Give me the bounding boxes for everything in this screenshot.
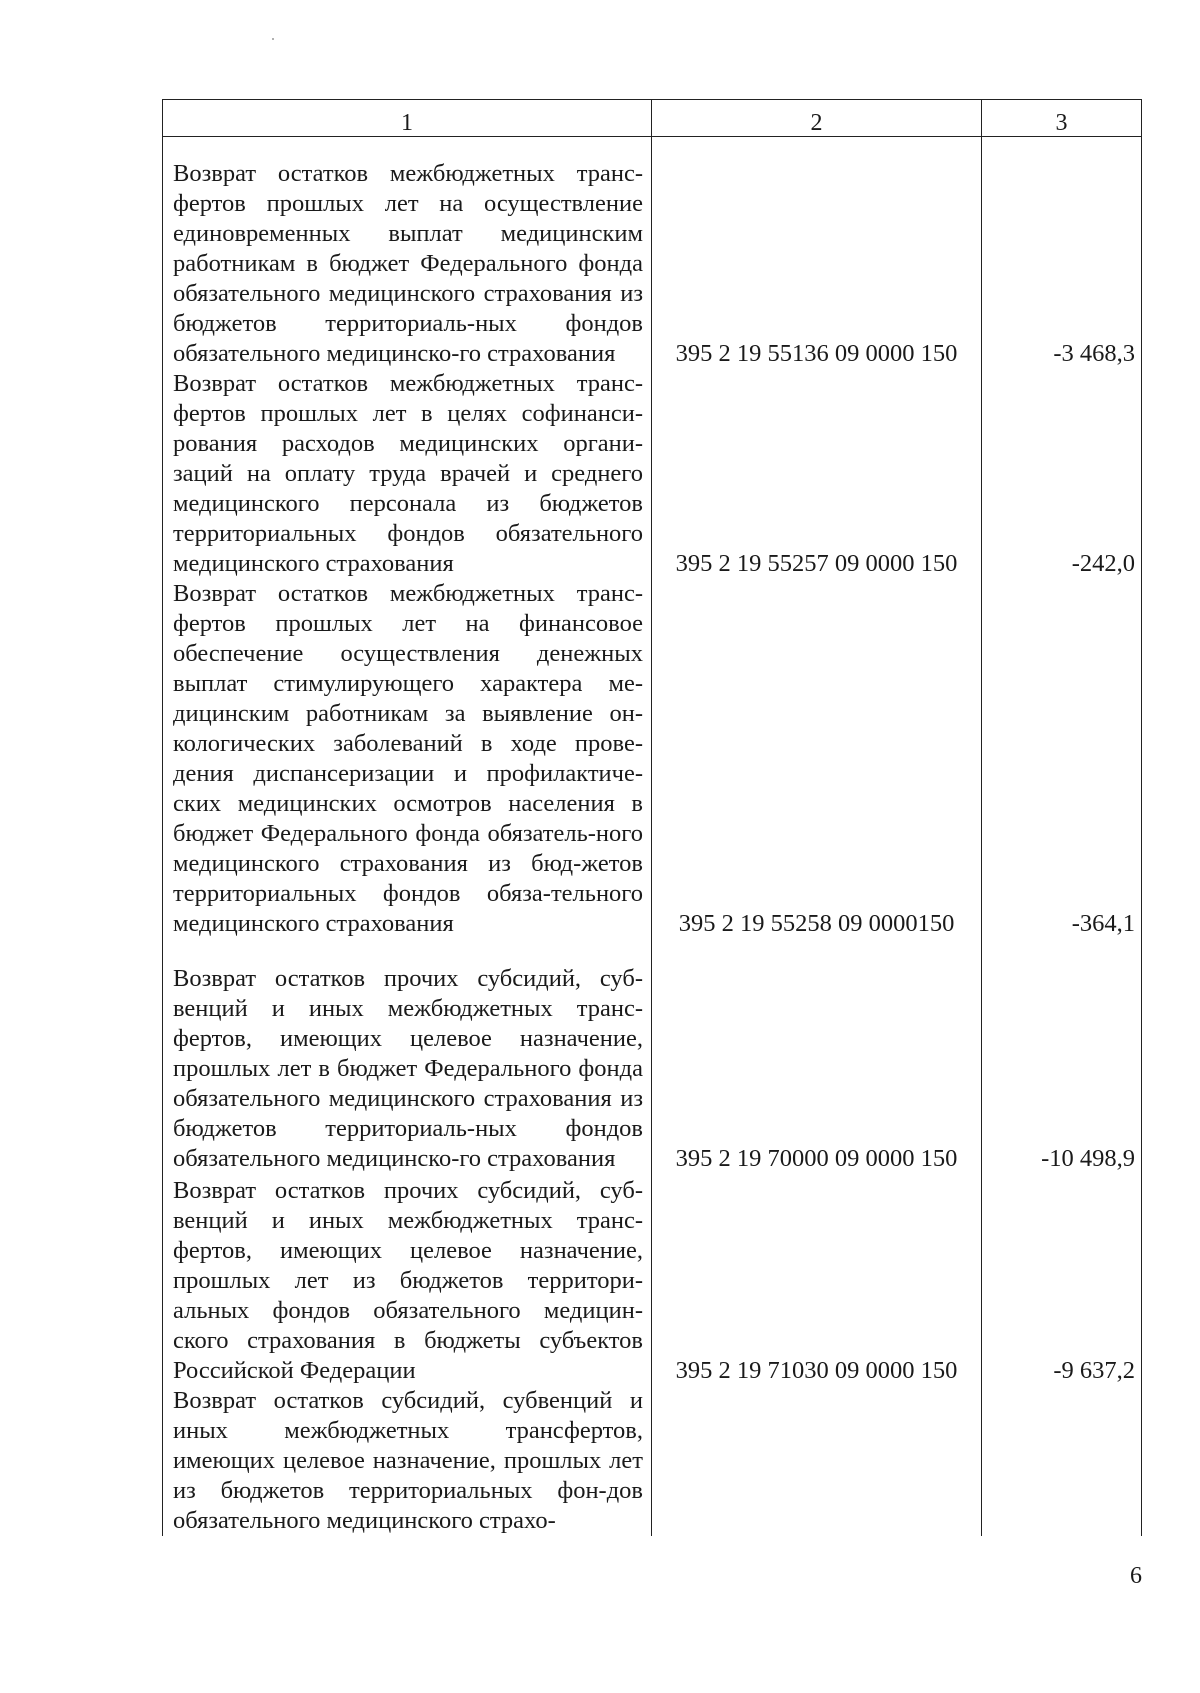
row-code (652, 1386, 982, 1536)
table-row (163, 1174, 1142, 1386)
row-code: 395 2 19 70000 09 0000 150 (652, 939, 982, 1174)
row-description: Возврат остатков субсидий, субвенций и иных межбюджетных трансфертов, имеющих целевое назначение, прошлых лет из бюджетов территориальных фон-дов обязательного медицинского страхо- (163, 1386, 652, 1536)
row-code: 395 2 19 71030 09 0000 150 (652, 1174, 982, 1386)
row-description: Возврат остатков межбюджетных транс-фертов прошлых лет в целях софинанси-рования расходов медицинских органи-заций на оплату труда врачей и среднего медицинского персонала из бюджетов территориальных фондов обязательного медицинского страхования (163, 369, 652, 579)
table-row (163, 579, 1142, 939)
row-description: Возврат остатков прочих субсидий, суб-венций и иных межбюджетных транс-фертов, имеющих целевое назначение, прошлых лет в бюджет Федерального фонда обязательного медицинского страхования из бюджетов территориаль-ных фондов обязательного медицинско-го страхования (163, 939, 652, 1174)
row-code: 395 2 19 55257 09 0000 150 (652, 369, 982, 579)
table-row (163, 369, 1142, 579)
row-amount: -364,1 (982, 579, 1142, 939)
page-number: 6 (1130, 1563, 1142, 1589)
row-amount: -9 637,2 (982, 1174, 1142, 1386)
scan-speck (272, 38, 274, 40)
column-header-3: 3 (982, 100, 1142, 137)
row-description: Возврат остатков прочих субсидий, суб-венций и иных межбюджетных транс-фертов, имеющих целевое назначение, прошлых лет из бюджетов территори-альных фондов обязательного медицин-ского страхования в бюджеты субъектов Российской Федерации (163, 1174, 652, 1386)
row-code: 395 2 19 55136 09 0000 150 (652, 137, 982, 370)
table-row (163, 137, 1142, 370)
table-header-row (163, 100, 1142, 137)
row-description: Возврат остатков межбюджетных транс-фертов прошлых лет на осуществление единовременных выплат медицинским работникам в бюджет Федерального фонда обязательного медицинского страхования из бюджетов территориаль-ных фондов обязательного медицинско-го страхования (163, 137, 652, 370)
table-row (163, 939, 1142, 1174)
table-row (163, 1386, 1142, 1536)
row-code: 395 2 19 55258 09 0000150 (652, 579, 982, 939)
row-description: Возврат остатков межбюджетных транс-фертов прошлых лет на финансовое обеспечение осуществления денежных выплат стимулирующего характера ме-дицинским работникам за выявление он-кологических заболеваний в ходе прове-дения диспансеризации и профилактиче-ских медицинских осмотров населения в бюджет Федерального фонда обязатель-ного медицинского страхования из бюд-жетов территориальных фондов обяза-тельного медицинского страхования (163, 579, 652, 939)
column-header-2: 2 (652, 100, 982, 137)
column-header-1: 1 (163, 100, 652, 137)
budget-return-table (162, 99, 1142, 1536)
row-amount (982, 1386, 1142, 1536)
row-amount: -3 468,3 (982, 137, 1142, 370)
row-amount: -10 498,9 (982, 939, 1142, 1174)
row-amount: -242,0 (982, 369, 1142, 579)
